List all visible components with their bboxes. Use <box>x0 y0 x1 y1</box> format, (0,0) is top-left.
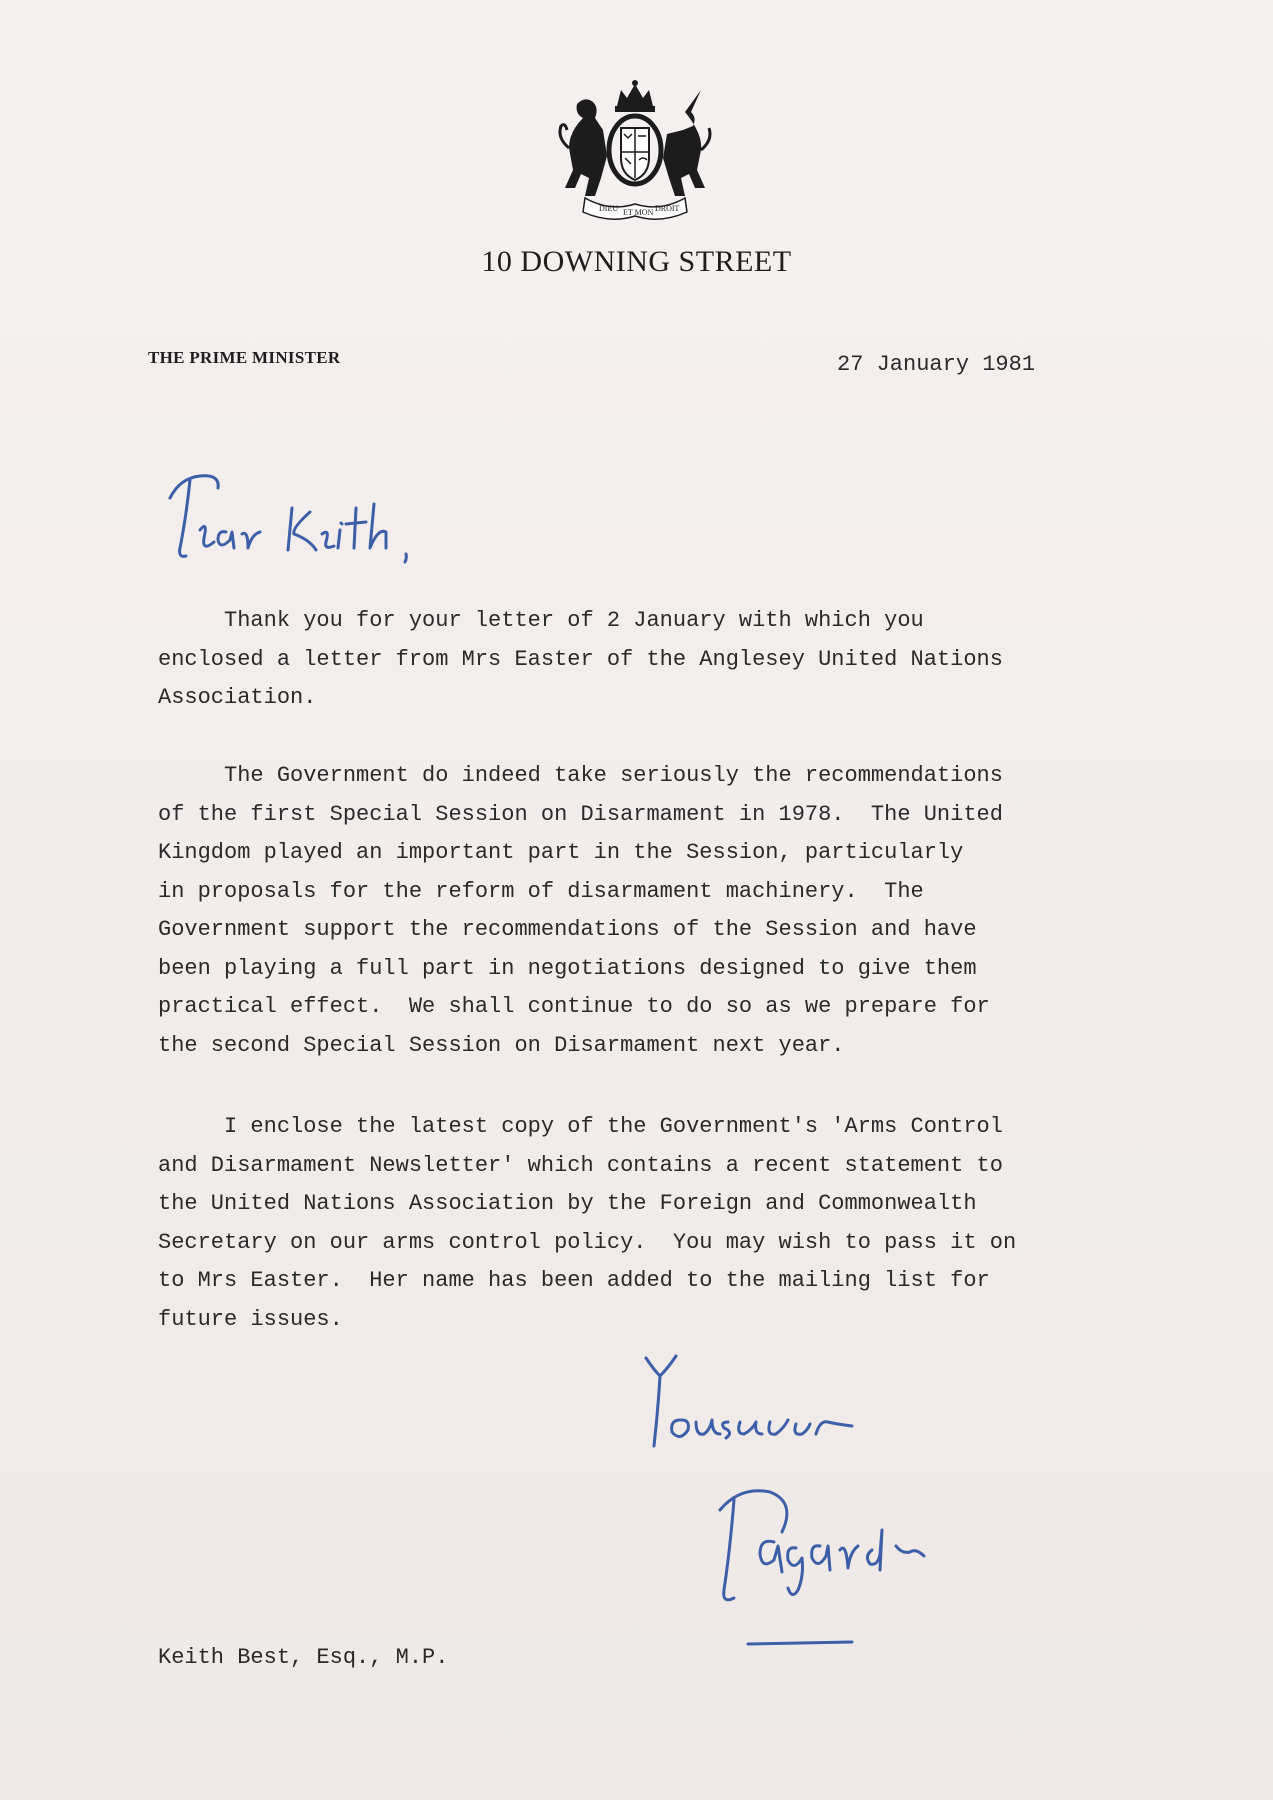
svg-text:DROIT: DROIT <box>655 204 680 213</box>
svg-text:DIEU: DIEU <box>599 204 619 213</box>
handwritten-closing <box>640 1350 930 1460</box>
letterhead-address: 10 DOWNING STREET <box>481 245 792 278</box>
letterhead-office: THE PRIME MINISTER <box>148 348 341 367</box>
royal-coat-of-arms-icon <box>555 78 715 228</box>
body-paragraph: I enclose the latest copy of the Government's 'Arms Control and Disarmament Newsletter' which contains a recent statement to the United Nations Association by the Foreign and Commonwealth Secretary on our arms control policy. You may wish to pass it on to Mrs Easter. Her name has been added to the mailing list for future issues. <box>158 1114 1017 1332</box>
body-paragraph: The Government do indeed take seriously the recommendations of the first Special Session on Disarmament in 1978. The United Kingdom played an important part in the Session, particularly in proposals for the reform of disarmament machinery. The Government support the recommendations of the Session and have been playing a full part in negotiations designed to give them practical effect. We shall continue to do so as we prepare for the second Special Session on Disarmament next year. <box>158 763 1003 1058</box>
svg-text:ET MON: ET MON <box>623 208 654 217</box>
handwritten-signature <box>700 1480 1000 1660</box>
body-paragraph: Thank you for your letter of 2 January with which you enclosed a letter from Mrs Easter of the Anglesey United Nations Association. <box>158 608 1003 710</box>
letter-date: 27 January 1981 <box>837 352 1036 377</box>
addressee: Keith Best, Esq., M.P. <box>158 1645 449 1670</box>
handwritten-salutation <box>160 468 460 578</box>
